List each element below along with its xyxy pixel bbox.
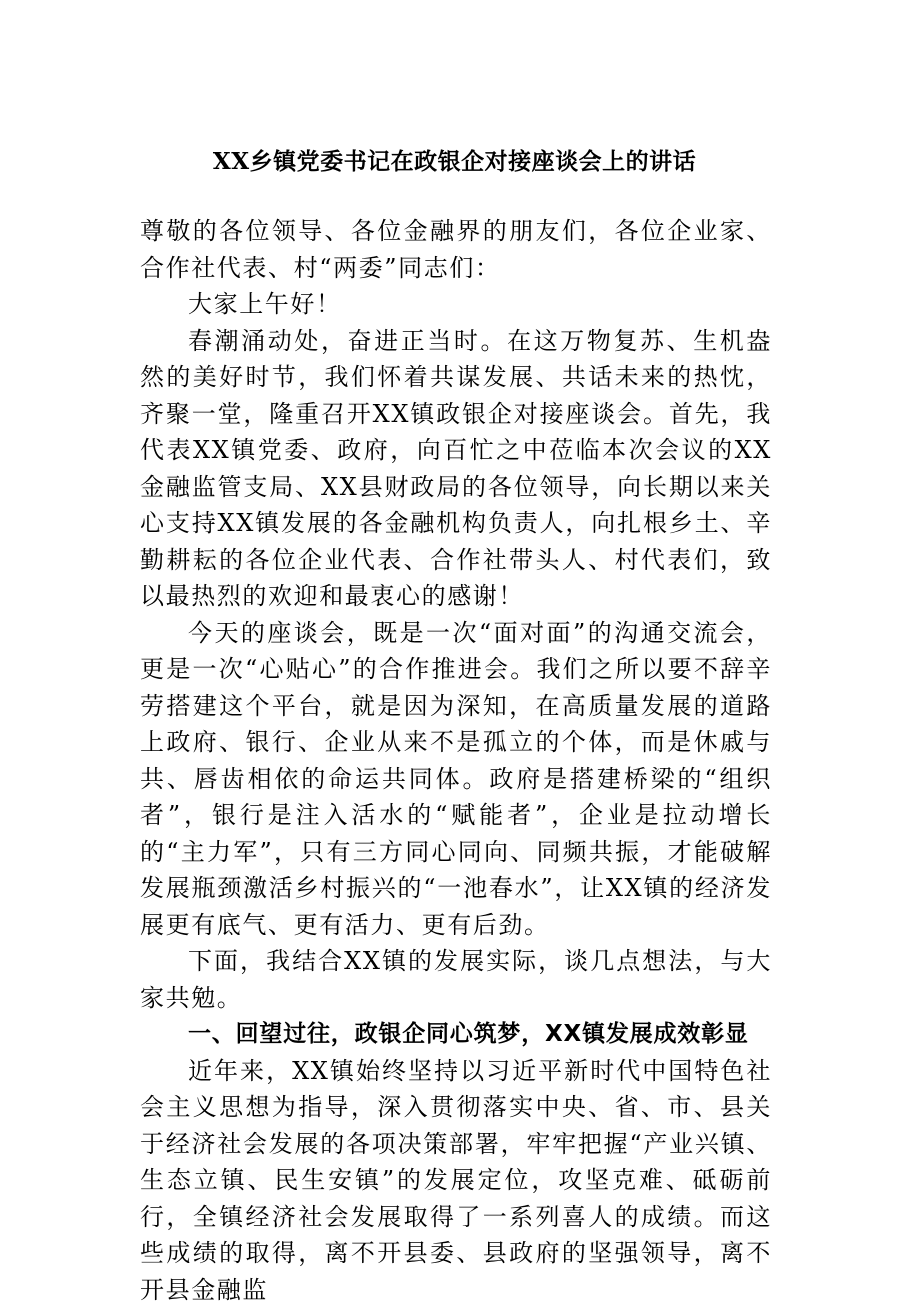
salutation: 尊敬的各位领导、各位金融界的朋友们，各位企业家、合作社代表、村“两委”同志们： (140, 213, 772, 286)
paragraph-opening: 春潮涌动处，奋进正当时。在这万物复苏、生机盎然的美好时节，我们怀着共谋发展、共话未来的热忱，齐聚一堂，隆重召开XX镇政银企对接座谈会。首先，我代表XX镇党委、政府，向百忙之中莅临本次会议的XX金融监管支局、XX县财政局的各位领导，向长期以来关心支持XX镇发展的各金融机构负责人，向扎根乡土、辛勤耕耘的各位企业代表、合作社带头人、村代表们，致以最热烈的欢迎和最衷心的感谢！ (140, 323, 772, 615)
paragraph-transition: 下面，我结合XX镇的发展实际，谈几点想法，与大家共勉。 (140, 943, 772, 1016)
section-heading: 一、回望过往，政银企同心筑梦，XX镇发展成效彰显 (140, 1016, 772, 1053)
paragraph-purpose: 今天的座谈会，既是一次“面对面”的沟通交流会，更是一次“心贴心”的合作推进会。我们之所以要不辞辛劳搭建这个平台，就是因为深知，在高质量发展的道路上政府、银行、企业从来不是孤立的个体，而是休戚与共、唇齿相依的命运共同体。政府是搭建桥梁的“组织者”，银行是注入活水的“赋能者”，企业是拉动增长的“主力军”，只有三方同心同向、同频共振，才能破解发展瓶颈激活乡村振兴的“一池春水”，让XX镇的经济发展更有底气、更有活力、更有后劲。 (140, 615, 772, 944)
section-paragraph: 近年来，XX镇始终坚持以习近平新时代中国特色社会主义思想为指导，深入贯彻落实中央、省、市、县关于经济社会发展的各项决策部署，牢牢把握“产业兴镇、生态立镇、民生安镇”的发展定位，攻坚克难、砥砺前行，全镇经济社会发展取得了一系列喜人的成绩。而这些成绩的取得，离不开县委、县政府的坚强领导，离不开县金融监 (140, 1053, 772, 1308)
greeting: 大家上午好！ (140, 286, 772, 323)
document-body (140, 213, 772, 1308)
document-title: XX乡镇党委书记在政银企对接座谈会上的讲话 (0, 147, 909, 177)
